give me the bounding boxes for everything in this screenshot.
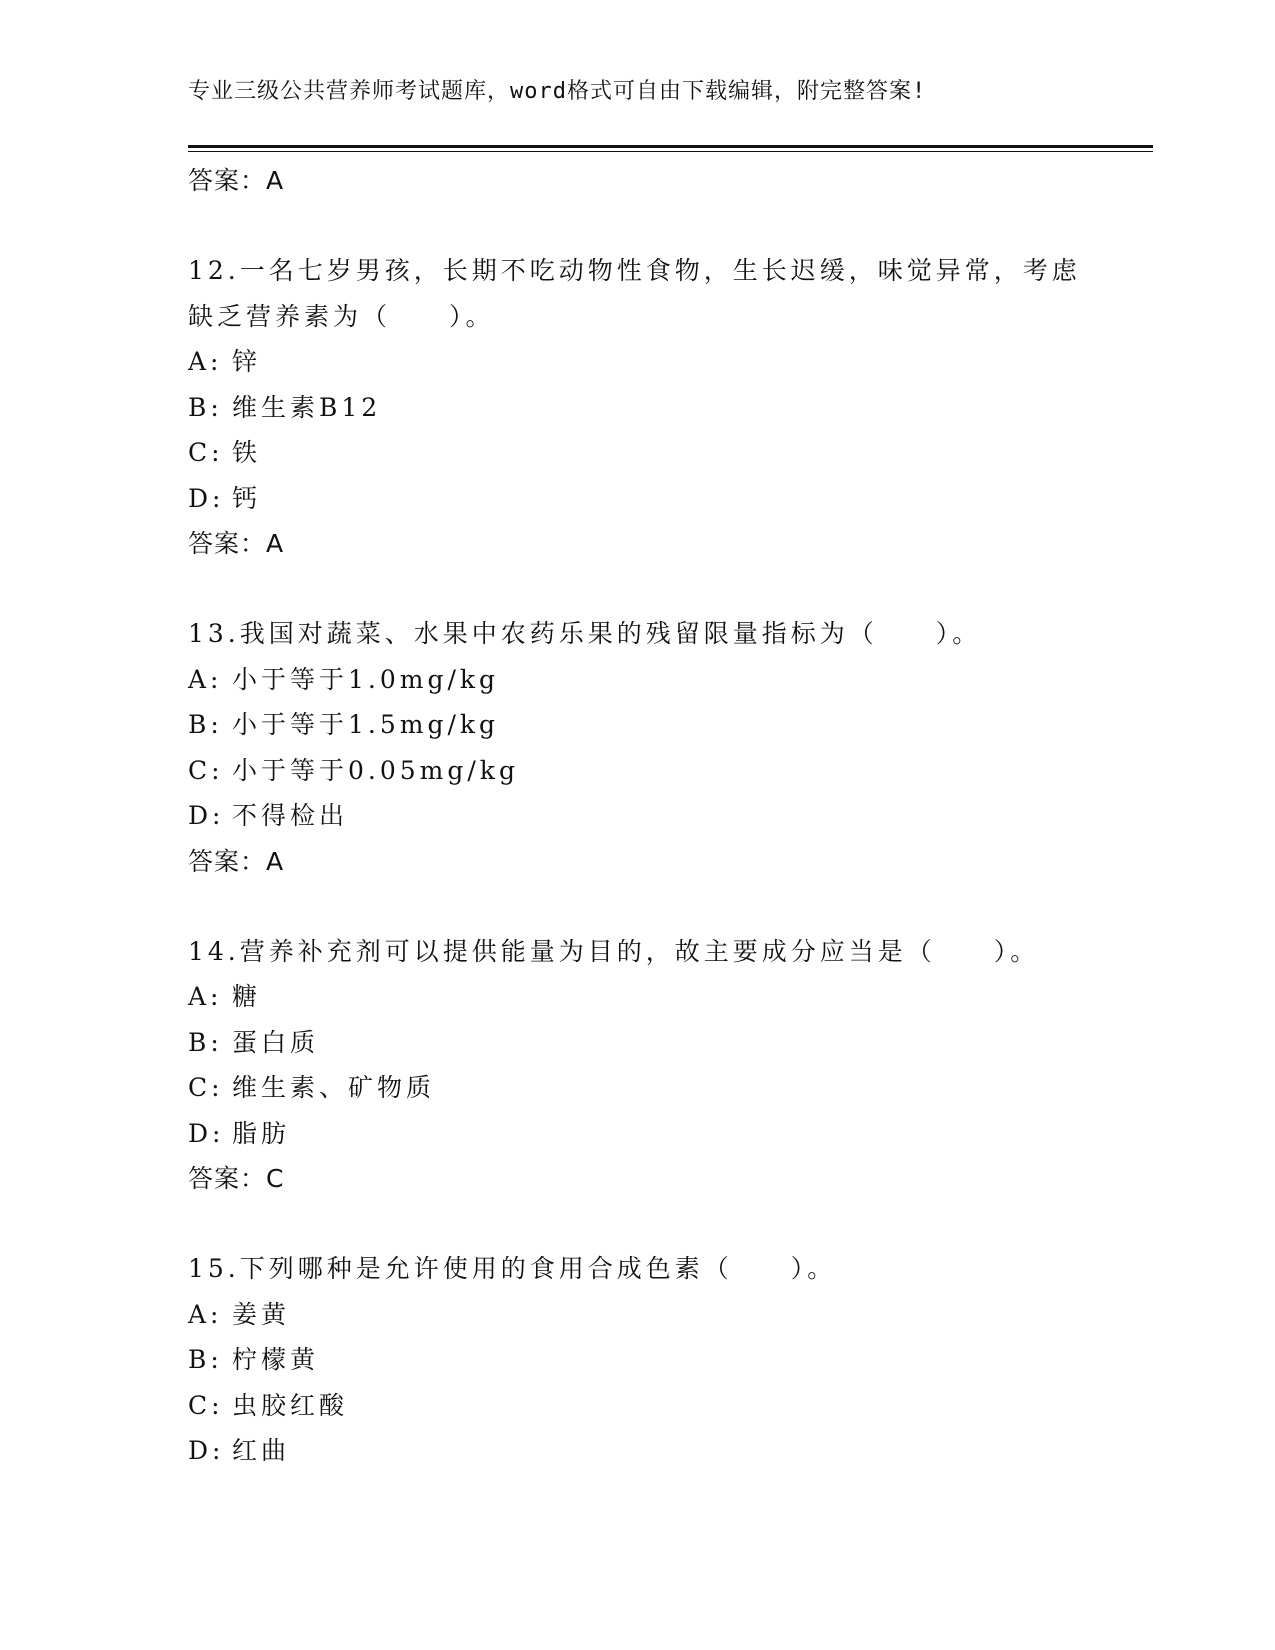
option-text: 维生素、矿物质: [232, 1073, 436, 1102]
question-stem-continued: 缺乏营养素为（ ）。: [188, 301, 495, 331]
option-c: [188, 748, 1088, 794]
option-label: A:: [188, 664, 223, 694]
question-12: [188, 248, 1088, 566]
question-14: [188, 929, 1088, 1202]
option-c: [188, 430, 1088, 476]
option-d: [188, 1111, 1088, 1157]
option-d: [188, 793, 1088, 839]
option-label: D:: [188, 483, 225, 513]
question-stem: 13.我国对蔬菜、水果中农药乐果的残留限量指标为（ ）。: [188, 619, 982, 648]
option-c: [188, 1383, 1088, 1429]
answer-line: 答案：C: [188, 1164, 285, 1193]
option-text: 红曲: [232, 1436, 291, 1465]
option-label: B:: [188, 392, 223, 422]
option-text: 糖: [232, 982, 262, 1011]
option-b: [188, 385, 1088, 431]
option-label: B:: [188, 1027, 223, 1057]
answer-line: 答案：A: [188, 166, 285, 195]
option-label: B:: [188, 710, 223, 739]
option-text: 蛋白质: [232, 1027, 320, 1057]
option-text: 铁: [232, 438, 262, 467]
page-header: 专业三级公共营养师考试题库，word格式可自由下载编辑，附完整答案!: [188, 79, 927, 104]
question-15: [188, 1246, 1088, 1474]
option-text: 小于等于1.0mg/kg: [232, 664, 500, 694]
option-label: D:: [188, 1436, 225, 1465]
question-list: [188, 158, 1088, 1474]
option-d: [188, 1428, 1088, 1474]
option-d: [188, 476, 1088, 522]
question-stem: 14.营养补充剂可以提供能量为目的，故主要成分应当是（ ）。: [188, 936, 1040, 966]
option-label: A:: [188, 1299, 223, 1329]
question-stem: 15.下列哪种是允许使用的食用合成色素（ ）。: [188, 1254, 837, 1283]
option-text: 姜黄: [232, 1299, 291, 1329]
option-label: C:: [188, 1073, 224, 1102]
option-label: A:: [188, 347, 223, 376]
option-text: 不得检出: [232, 801, 349, 830]
question-stem: 12.一名七岁男孩，长期不吃动物性食物，生长迟缓，味觉异常，考虑: [188, 256, 1081, 285]
option-label: C:: [188, 438, 224, 467]
header-rule-thin: [188, 151, 1153, 152]
option-text: 维生素B12: [232, 392, 382, 422]
option-b: [188, 1337, 1088, 1383]
option-b: [188, 1020, 1088, 1066]
option-text: 脂肪: [232, 1118, 291, 1148]
option-text: 小于等于0.05mg/kg: [232, 755, 519, 785]
option-text: 小于等于1.5mg/kg: [232, 710, 500, 739]
option-label: C:: [188, 755, 224, 785]
answer-line: 答案：A: [188, 846, 285, 876]
option-a: [188, 657, 1088, 703]
answer-line: 答案：A: [188, 529, 285, 558]
option-a: [188, 1292, 1088, 1338]
option-a: [188, 974, 1088, 1020]
option-label: A:: [188, 982, 223, 1011]
option-a: [188, 339, 1088, 385]
header-rule-thick: [188, 145, 1153, 148]
option-text: 锌: [232, 347, 262, 376]
option-c: [188, 1065, 1088, 1111]
option-label: C:: [188, 1390, 224, 1420]
option-b: [188, 702, 1088, 748]
option-text: 钙: [232, 483, 262, 513]
option-text: 柠檬黄: [232, 1345, 320, 1374]
option-label: B:: [188, 1345, 223, 1374]
question-13: [188, 611, 1088, 884]
option-text: 虫胶红酸: [232, 1390, 349, 1420]
option-label: D:: [188, 1118, 225, 1148]
option-label: D:: [188, 801, 225, 830]
